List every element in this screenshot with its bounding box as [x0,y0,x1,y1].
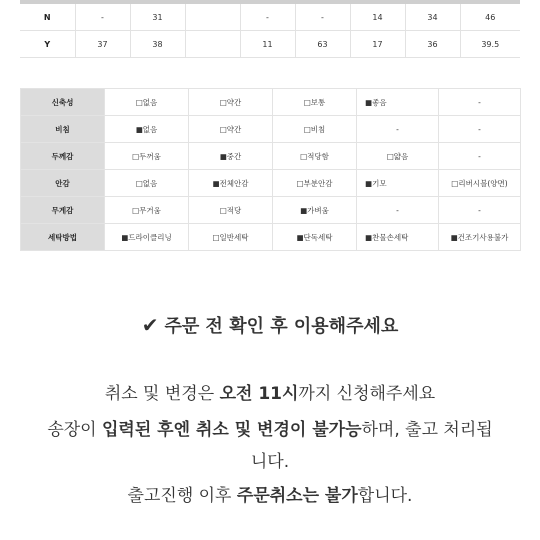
table-cell: ■전체안감 [189,170,273,197]
notice-emphasis: 입력된 후엔 취소 및 변경이 불가능 [102,420,362,440]
table-cell: ■중간 [189,143,273,170]
table-cell: ■찬물손세탁 [357,224,439,251]
table-cell: 63 [295,31,350,58]
table-row [21,116,521,143]
table-cell [185,4,240,31]
table-cell: ■건조기사용불가 [439,224,521,251]
notice-line [0,449,540,475]
table-cell: □리버시블(양면) [439,170,521,197]
table-row [21,89,521,116]
table-cell: □적당함 [273,143,357,170]
table-cell: □일반세탁 [189,224,273,251]
notice-line [0,483,540,509]
table-cell: ■없음 [105,116,189,143]
notice-emphasis: 주문취소는 불가 [236,486,358,506]
attribute-label: 비침 [21,116,105,143]
row-label: Y [20,31,75,58]
table-cell: □두꺼움 [105,143,189,170]
headline-text: 주문 전 확인 후 이용해주세요 [164,316,399,337]
table-cell: ■드라이클리닝 [105,224,189,251]
table-cell: - [439,89,521,116]
row-label: N [20,4,75,31]
table-cell: □부분안감 [273,170,357,197]
notice-text: 출고진행 이후 [127,486,237,506]
table-cell: 17 [350,31,405,58]
table-cell: 39.5 [460,31,520,58]
attribute-label: 세탁방법 [21,224,105,251]
table-cell: - [439,143,521,170]
notice-text: 합니다. [357,486,413,506]
table-cell: - [240,4,295,31]
table-cell: □무거움 [105,197,189,224]
table-cell: □보통 [273,89,357,116]
table-row [21,143,521,170]
table-cell: ■좋음 [357,89,439,116]
notice-text: 취소 및 변경은 [104,384,220,404]
notice-text: 까지 신청해주세요 [298,384,436,404]
table-row [21,224,521,251]
attribute-label: 신축성 [21,89,105,116]
table-cell: 31 [130,4,185,31]
notice-line [0,417,540,443]
table-cell: - [439,197,521,224]
notice-emphasis: 오전 11시 [219,384,299,404]
table-cell: ■기모 [357,170,439,197]
notice-headline [0,312,540,338]
product-attribute-table [20,88,521,251]
table-cell: □적당 [189,197,273,224]
table-cell: □비침 [273,116,357,143]
table-cell: ■단독세탁 [273,224,357,251]
table-cell: - [439,116,521,143]
table-cell: □약간 [189,116,273,143]
checkmark-icon: ✔ [141,313,159,337]
table-cell: 11 [240,31,295,58]
table-cell: □없음 [105,89,189,116]
size-table [20,4,520,58]
table-cell: □얇음 [357,143,439,170]
attribute-label: 무게감 [21,197,105,224]
table-cell: 37 [75,31,130,58]
table-cell: 14 [350,4,405,31]
table-cell: 34 [405,4,460,31]
table-row [21,197,521,224]
notice-text: 니다. [250,452,290,472]
notice-line [0,381,540,407]
table-cell: - [295,4,350,31]
table-row [20,4,520,31]
table-row [21,170,521,197]
table-cell: ■가벼움 [273,197,357,224]
notice-text: 송장이 [47,420,102,440]
table-cell: □없음 [105,170,189,197]
table-cell: - [357,197,439,224]
table-cell [185,31,240,58]
notice-text: 하며, 출고 처리됩 [361,420,493,440]
attribute-label: 안감 [21,170,105,197]
table-cell: - [75,4,130,31]
table-cell: 46 [460,4,520,31]
table-cell: □약간 [189,89,273,116]
table-row [20,31,520,58]
table-cell: 36 [405,31,460,58]
table-cell: 38 [130,31,185,58]
table-cell: - [357,116,439,143]
attribute-label: 두께감 [21,143,105,170]
